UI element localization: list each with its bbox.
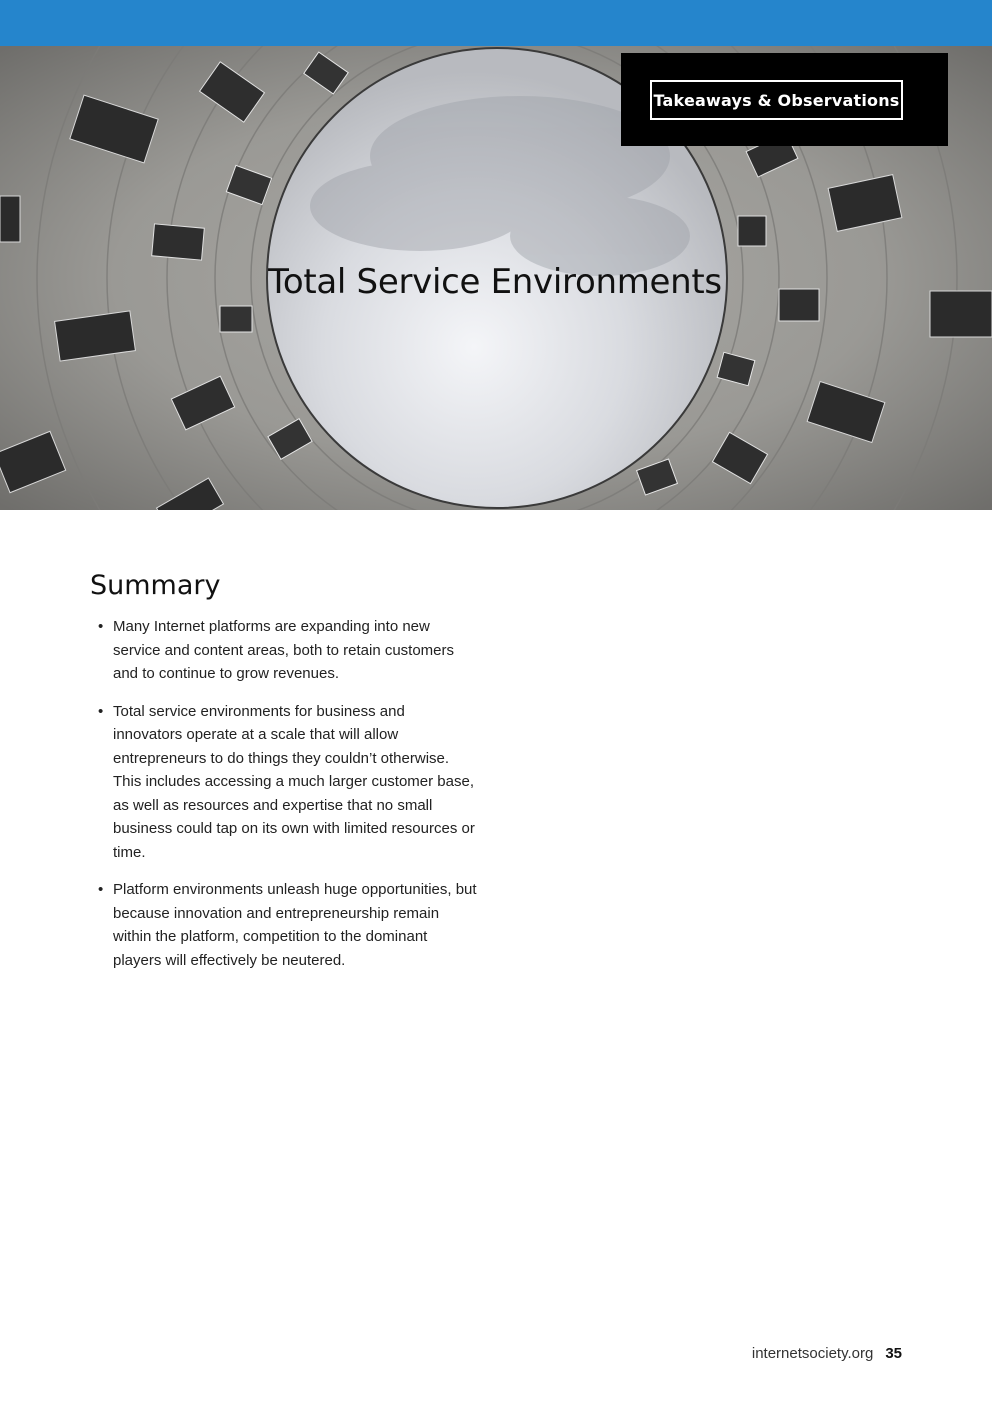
bullet-icon: • xyxy=(98,618,104,635)
bullet-text: Total service environments for business and innovators operate at a scale that will allow entrepreneurs to do things they couldn’t otherwise. This includes accessing a much larger customer base, as well as resources and expertise that no small business could tap on its own with limited resources or time. xyxy=(113,702,475,861)
section-badge: Takeaways & Observations xyxy=(650,80,903,120)
footer-site-link[interactable]: internetsociety.org xyxy=(751,1345,874,1362)
page-footer xyxy=(752,1345,902,1362)
summary-heading: Summary xyxy=(90,570,221,601)
list-item xyxy=(98,700,478,865)
top-accent-bar xyxy=(0,0,992,46)
bullet-text: Many Internet platforms are expanding into new service and content areas, both to retain customers and to continue to grow revenues. xyxy=(113,618,455,682)
page-title: Total Service Environments xyxy=(268,262,722,302)
list-item xyxy=(98,878,478,972)
bullet-icon: • xyxy=(98,881,104,898)
page-number: 35 xyxy=(885,1345,902,1362)
list-item xyxy=(98,615,478,686)
bullet-icon: • xyxy=(98,702,104,720)
summary-list xyxy=(98,615,478,986)
bullet-text: Platform environments unleash huge opportunities, but because innovation and entrepreneurship remain within the platform, competition to the dominant players will effectively be neutered. xyxy=(113,881,477,969)
